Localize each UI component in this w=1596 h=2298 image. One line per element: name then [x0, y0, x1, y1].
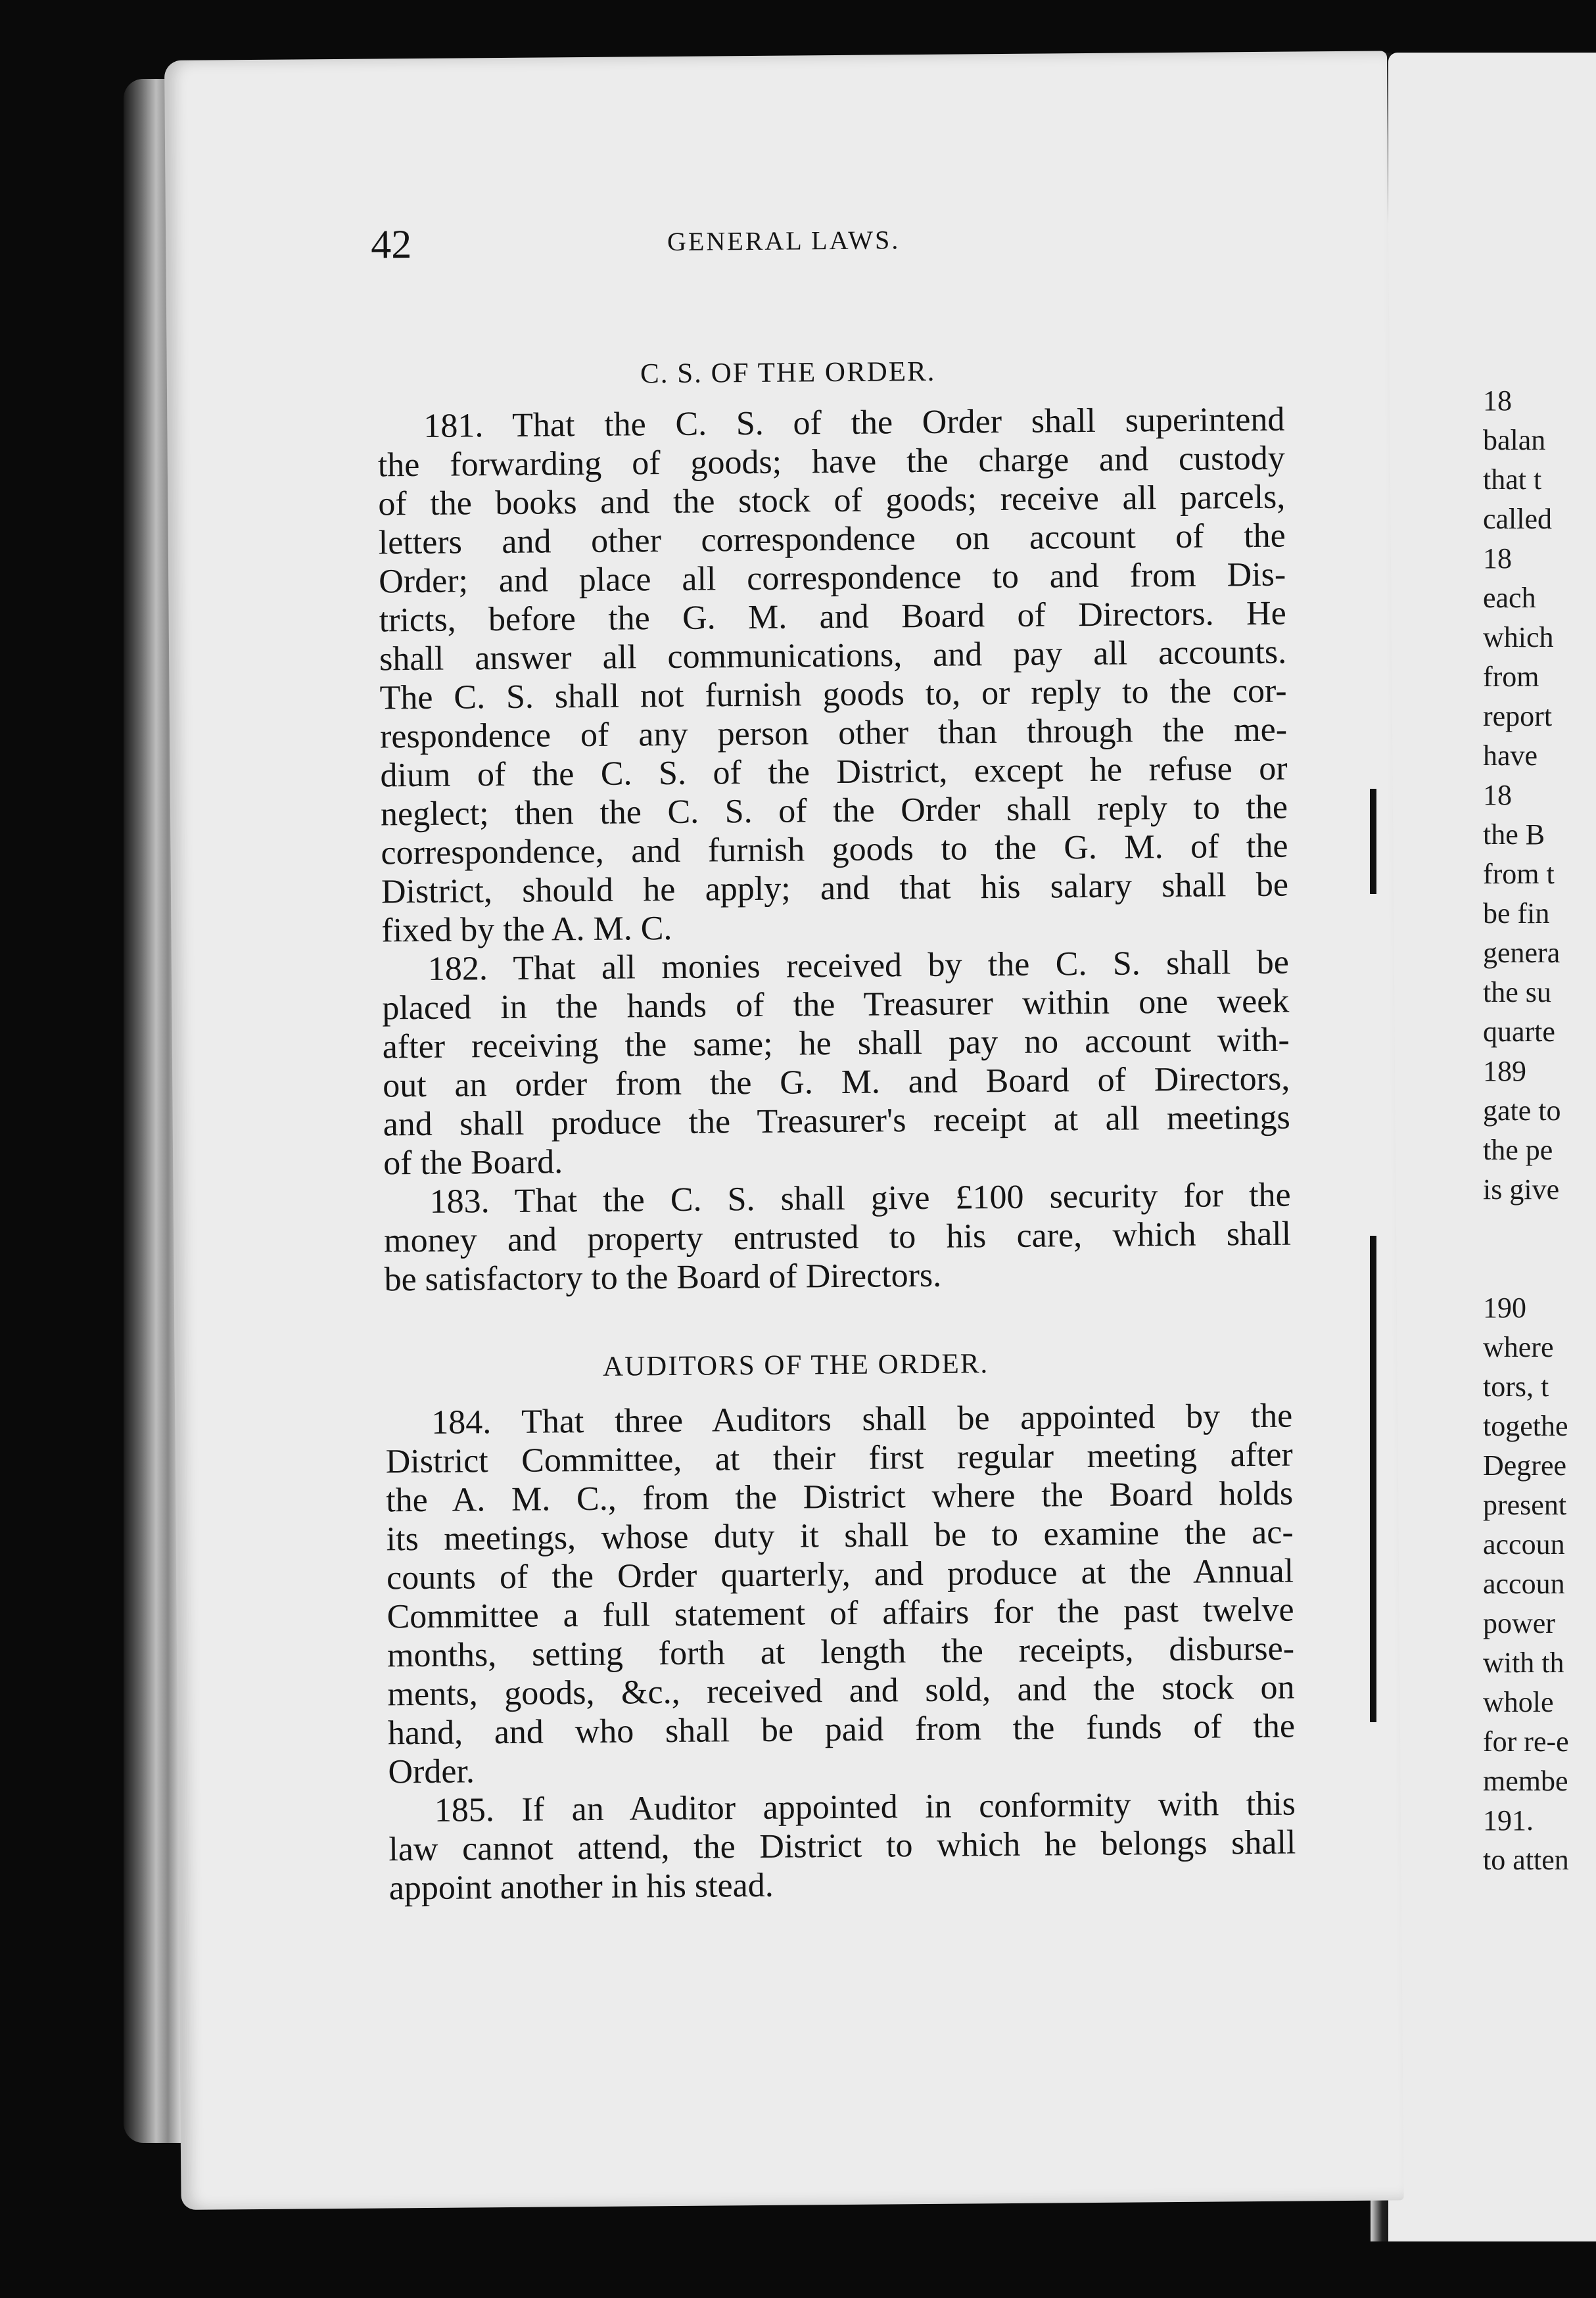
text-line: 181. That the C. S. of the Order shall superintend: [423, 400, 1285, 445]
facing-page-fragment: with th: [1483, 1647, 1564, 1679]
text-line: Committee a full statement of affairs for the past twelve: [387, 1591, 1294, 1636]
facing-page-fragment: gate to: [1483, 1094, 1561, 1127]
facing-page-fragment: power: [1483, 1607, 1555, 1639]
text-line: correspondence, and furnish goods to the G. M. of the: [381, 827, 1288, 872]
facing-page-text: [1483, 381, 1596, 1880]
text-line: District Committee, at their first regular meeting after: [385, 1436, 1293, 1481]
facing-page-fragment: the su: [1483, 976, 1551, 1008]
facing-page-fragment: which: [1483, 621, 1554, 653]
text-line: fixed by the A. M. C.: [381, 909, 672, 950]
facing-page-fragment: whole: [1483, 1686, 1554, 1718]
facing-page-fragment: the B: [1483, 818, 1545, 851]
text-line: 185. If an Auditor appointed in conformity with this: [434, 1785, 1296, 1829]
facing-page-fragment: togethe: [1483, 1410, 1568, 1442]
facing-page-fragment: present: [1483, 1489, 1567, 1521]
facing-page-fragment: from: [1483, 661, 1539, 693]
text-line: neglect; then the C. S. of the Order shall reply to the: [380, 788, 1288, 833]
text-line: months, setting forth at length the receipts, disburse-: [387, 1630, 1295, 1675]
law-paragraph-185: [388, 1785, 1296, 1908]
facing-page-fragment: each: [1483, 582, 1536, 614]
facing-page-fragment: 18: [1483, 542, 1512, 574]
facing-page-fragment: report: [1483, 700, 1553, 732]
facing-page-fragment: genera: [1483, 937, 1561, 969]
facing-page-fragment: balan: [1483, 424, 1546, 456]
text-line: appoint another in his stead.: [388, 1866, 774, 1908]
text-line: placed in the hands of the Treasurer within one week: [382, 982, 1290, 1027]
text-line: counts of the Order quarterly, and produce at the Annual: [386, 1552, 1294, 1597]
law-paragraph-183: [383, 1176, 1291, 1300]
page-text-column: [164, 51, 1404, 2210]
law-paragraph-182: [382, 943, 1291, 1183]
page-number: 42: [370, 222, 412, 268]
section-heading-cs: C. S. OF THE ORDER.: [640, 356, 936, 390]
law-paragraph-184: [385, 1397, 1296, 1792]
text-line: letters and other correspondence on account of the: [378, 517, 1286, 562]
text-line: District, should he apply; and that his salary shall be: [381, 866, 1289, 911]
facing-page-fragment: 189: [1483, 1055, 1526, 1087]
facing-page-fragment: membe: [1483, 1765, 1568, 1797]
facing-page-fragment: accoun: [1483, 1528, 1565, 1560]
facing-page-fragment: where: [1483, 1331, 1554, 1363]
facing-page-fragment: Degree: [1483, 1449, 1567, 1482]
facing-page-fragment: [1483, 1249, 1596, 1288]
text-line: the A. M. C., from the District where the Board holds: [385, 1474, 1294, 1520]
text-line: of the Board.: [383, 1143, 563, 1183]
facing-page-fragment: tors, t: [1483, 1371, 1549, 1403]
left-page: [164, 51, 1404, 2210]
text-line: law cannot attend, the District to which he belongs shall: [388, 1823, 1296, 1869]
text-line: the forwarding of goods; have the charge and custody: [377, 439, 1286, 484]
facing-page-fragment: called: [1483, 503, 1553, 535]
section-heading-auditors: AUDITORS OF THE ORDER.: [602, 1348, 989, 1382]
text-line: tricts, before the G. M. and Board of Directors. He: [379, 594, 1286, 640]
text-line: respondence of any person other than through the me-: [379, 711, 1288, 756]
facing-page-fragment: the pe: [1483, 1134, 1553, 1166]
facing-page-fragment: have: [1483, 739, 1538, 772]
facing-page-fragment: from t: [1483, 858, 1555, 890]
text-line: Order; and place all correspondence to and from Dis-: [379, 555, 1286, 601]
text-line: money and property entrusted to his care, which shall: [383, 1215, 1292, 1260]
facing-page-fragment: for re-e: [1483, 1725, 1569, 1758]
facing-page-fragment: is give: [1483, 1173, 1560, 1206]
text-line: shall answer all communications, and pay all accounts.: [379, 633, 1287, 678]
gutter-mark: [1370, 789, 1376, 894]
text-line: and shall produce the Treasurer's receipt at all meetings: [383, 1098, 1290, 1144]
facing-page-fragment: that t: [1483, 463, 1542, 496]
facing-page-fragment: accoun: [1483, 1568, 1565, 1600]
running-head: GENERAL LAWS.: [667, 225, 901, 256]
text-line: after receiving the same; he shall pay no account with-: [382, 1021, 1290, 1066]
text-line: hand, and who shall be paid from the funds of the: [387, 1707, 1296, 1752]
text-line: be satisfactory to the Board of Directors.: [384, 1256, 942, 1299]
facing-page-fragment: 190: [1483, 1292, 1526, 1324]
law-paragraph-181: [377, 400, 1288, 950]
text-line: out an order from the G. M. and Board of Directors,: [383, 1060, 1290, 1105]
facing-page-fragment: 18: [1483, 385, 1512, 417]
facing-page-fragment: [1483, 1209, 1596, 1249]
text-line: of the books and the stock of goods; receive all parcels,: [378, 478, 1286, 523]
text-line: 183. That the C. S. shall give £100 security for the: [429, 1176, 1291, 1221]
text-line: dium of the C. S. of the District, except he refuse or: [380, 749, 1288, 795]
text-line: Order.: [388, 1752, 475, 1791]
text-line: its meetings, whose duty it shall be to examine the ac-: [386, 1513, 1294, 1559]
facing-page-fragment: to atten: [1483, 1844, 1569, 1876]
facing-page-fragment: 191.: [1483, 1804, 1534, 1837]
facing-page-fragment: be fin: [1483, 897, 1550, 929]
facing-page-fragment: 18: [1483, 779, 1512, 811]
gutter-mark: [1370, 1236, 1376, 1722]
text-line: 182. That all monies received by the C. S. shall be: [427, 943, 1290, 988]
text-line: The C. S. shall not furnish goods to, or reply to the cor-: [379, 672, 1287, 717]
text-line: ments, goods, &c., received and sold, and the stock on: [387, 1668, 1295, 1714]
text-line: 184. That three Auditors shall be appointed by the: [431, 1397, 1293, 1442]
facing-page-fragment: quarte: [1483, 1016, 1555, 1048]
